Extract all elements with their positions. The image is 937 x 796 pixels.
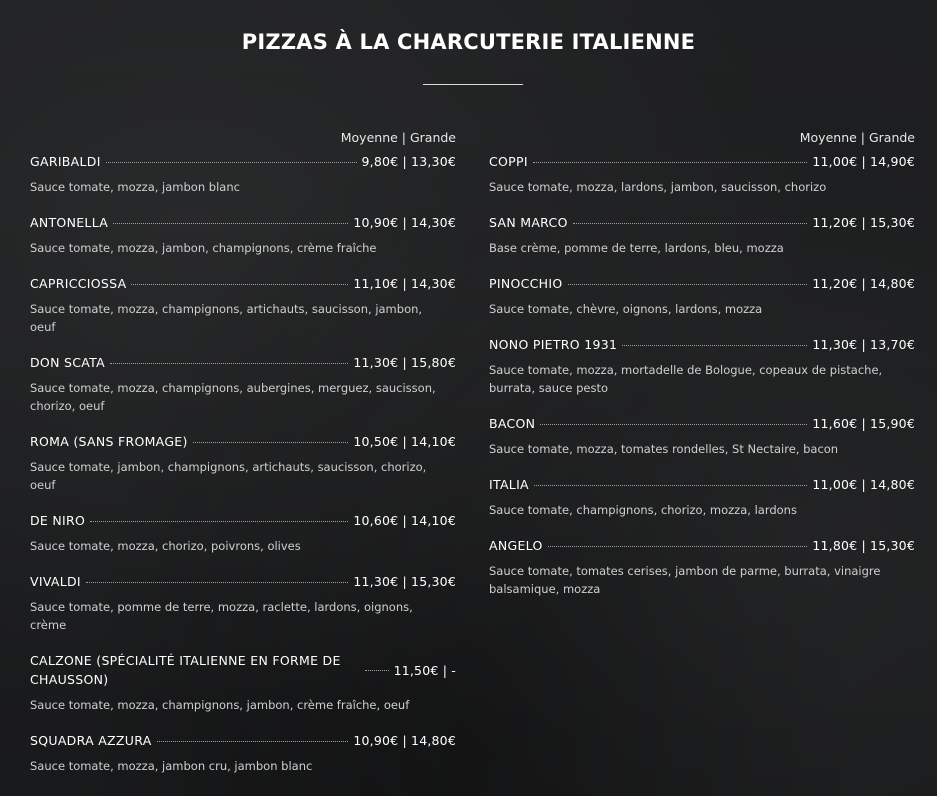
dot-leader	[365, 669, 389, 671]
pizza-description: Sauce tomate, mozza, lardons, jambon, saucisson, chorizo	[489, 180, 827, 194]
pizza-name: ROMA (SANS FROMAGE)	[30, 434, 188, 449]
menu-item	[489, 274, 915, 318]
dot-leader	[622, 344, 807, 346]
dot-leader	[110, 362, 348, 364]
pizza-name: CAPRICCIOSSA	[30, 276, 127, 291]
menu-item	[489, 414, 915, 458]
dot-leader	[540, 423, 807, 425]
menu-item-row	[30, 353, 456, 372]
dot-leader	[106, 161, 357, 163]
pizza-description: Base crème, pomme de terre, lardons, bleu, mozza	[489, 241, 784, 255]
menu-item-row	[489, 213, 915, 232]
menu-item-row	[30, 572, 456, 591]
pizza-description: Sauce tomate, chèvre, oignons, lardons, mozza	[489, 302, 763, 316]
menu-item-row	[489, 475, 915, 494]
dot-leader	[548, 545, 808, 547]
dot-leader	[131, 283, 348, 285]
menu-item-row	[489, 335, 915, 354]
pizza-description: Sauce tomate, mozza, jambon blanc	[30, 180, 240, 194]
pizza-price: 10,90€ | 14,80€	[353, 733, 456, 748]
menu-column-right	[489, 129, 915, 615]
pizza-price: 11,20€ | 14,80€	[812, 276, 915, 291]
pizza-price: 11,60€ | 15,90€	[812, 416, 915, 431]
pizza-price: 11,30€ | 15,80€	[353, 355, 456, 370]
pizza-name: GARIBALDI	[30, 154, 101, 169]
pizza-price: 11,30€ | 15,30€	[353, 574, 456, 589]
pizza-price: 10,90€ | 14,30€	[353, 215, 456, 230]
pizza-description: Sauce tomate, mozza, tomates rondelles, St Nectaire, bacon	[489, 442, 839, 456]
pizza-price: 11,50€ | -	[393, 662, 456, 678]
pizza-description: Sauce tomate, mozza, jambon cru, jambon blanc	[30, 759, 313, 773]
menu-item-row	[489, 536, 915, 555]
menu-item	[489, 536, 915, 598]
menu-item	[30, 213, 456, 257]
menu-item	[30, 432, 456, 494]
pizza-price: 11,00€ | 14,80€	[812, 477, 915, 492]
dot-leader	[568, 283, 808, 285]
menu-item	[30, 152, 456, 196]
pizza-description: Sauce tomate, mozza, chorizo, poivrons, olives	[30, 539, 301, 553]
pizza-name: ANTONELLA	[30, 215, 109, 230]
pizza-name: DE NIRO	[30, 513, 86, 528]
pizza-description: Sauce tomate, mozza, champignons, artichauts, saucisson, jambon, oeuf	[30, 302, 423, 334]
menu-item	[30, 353, 456, 415]
pizza-description: Sauce tomate, champignons, chorizo, mozza, lardons	[489, 503, 797, 517]
menu-item-row	[30, 213, 456, 232]
pizza-price: 10,50€ | 14,10€	[353, 434, 456, 449]
menu-item-row	[30, 651, 456, 689]
pizza-description: Sauce tomate, mozza, mortadelle de Bologue, copeaux de pistache, burrata, sauce pesto	[489, 363, 883, 395]
pizza-price: 10,60€ | 14,10€	[353, 513, 456, 528]
menu-column-left	[30, 129, 456, 792]
menu-item-row	[30, 432, 456, 451]
size-header-right: Moyenne | Grande	[799, 130, 915, 145]
pizza-description: Sauce tomate, pomme de terre, mozza, raclette, lardons, oignons, crème	[30, 600, 413, 632]
menu-item-row	[30, 731, 456, 750]
menu-item	[489, 152, 915, 196]
menu-item	[30, 572, 456, 634]
pizza-description: Sauce tomate, tomates cerises, jambon de parme, burrata, vinaigre balsamique, mozza	[489, 564, 881, 596]
pizza-name: BACON	[489, 416, 536, 431]
menu-item-row	[489, 274, 915, 293]
dot-leader	[193, 441, 349, 443]
menu-item	[30, 651, 456, 714]
menu-item	[30, 511, 456, 555]
page-title: PIZZAS À LA CHARCUTERIE ITALIENNE	[241, 30, 696, 54]
title-divider	[423, 84, 523, 85]
pizza-name: ITALIA	[489, 477, 529, 492]
pizza-price: 11,00€ | 14,90€	[812, 154, 915, 169]
menu-item	[489, 335, 915, 397]
pizza-name: SQUADRA AZZURA	[30, 733, 152, 748]
pizza-name: NONO PIETRO 1931	[489, 337, 618, 352]
pizza-name: SAN MARCO	[489, 215, 568, 230]
pizza-price: 11,30€ | 13,70€	[812, 337, 915, 352]
pizza-name: DON SCATA	[30, 355, 105, 370]
pizza-description: Sauce tomate, mozza, champignons, aubergines, merguez, saucisson, chorizo, oeuf	[30, 381, 436, 413]
pizza-name: CALZONE (SPÉCIALITÉ ITALIENNE EN FORME DE CHAUSSON)	[30, 653, 341, 687]
pizza-description: Sauce tomate, mozza, champignons, jambon, crème fraîche, oeuf	[30, 698, 410, 712]
dot-leader	[533, 161, 808, 163]
menu-item	[489, 213, 915, 257]
pizza-name: COPPI	[489, 154, 528, 169]
pizza-price: 11,20€ | 15,30€	[812, 215, 915, 230]
size-header-left: Moyenne | Grande	[340, 130, 456, 145]
pizza-price: 11,80€ | 15,30€	[812, 538, 915, 553]
dot-leader	[86, 581, 348, 583]
menu-item	[489, 475, 915, 519]
pizza-price: 9,80€ | 13,30€	[361, 154, 456, 169]
dot-leader	[90, 520, 348, 522]
pizza-description: Sauce tomate, mozza, jambon, champignons, crème fraîche	[30, 241, 377, 255]
dot-leader	[113, 222, 348, 224]
menu-item-row	[30, 152, 456, 171]
pizza-description: Sauce tomate, jambon, champignons, artichauts, saucisson, chorizo, oeuf	[30, 460, 427, 492]
menu-item-row	[30, 511, 456, 530]
menu-item-row	[489, 152, 915, 171]
dot-leader	[534, 484, 807, 486]
pizza-price: 11,10€ | 14,30€	[353, 276, 456, 291]
dot-leader	[157, 740, 349, 742]
menu-item	[30, 731, 456, 775]
pizza-name: PINOCCHIO	[489, 276, 563, 291]
pizza-name: VIVALDI	[30, 574, 81, 589]
menu-item-row	[30, 274, 456, 293]
dot-leader	[573, 222, 808, 224]
menu-item-row	[489, 414, 915, 433]
pizza-name: ANGELO	[489, 538, 543, 553]
menu-item	[30, 274, 456, 336]
